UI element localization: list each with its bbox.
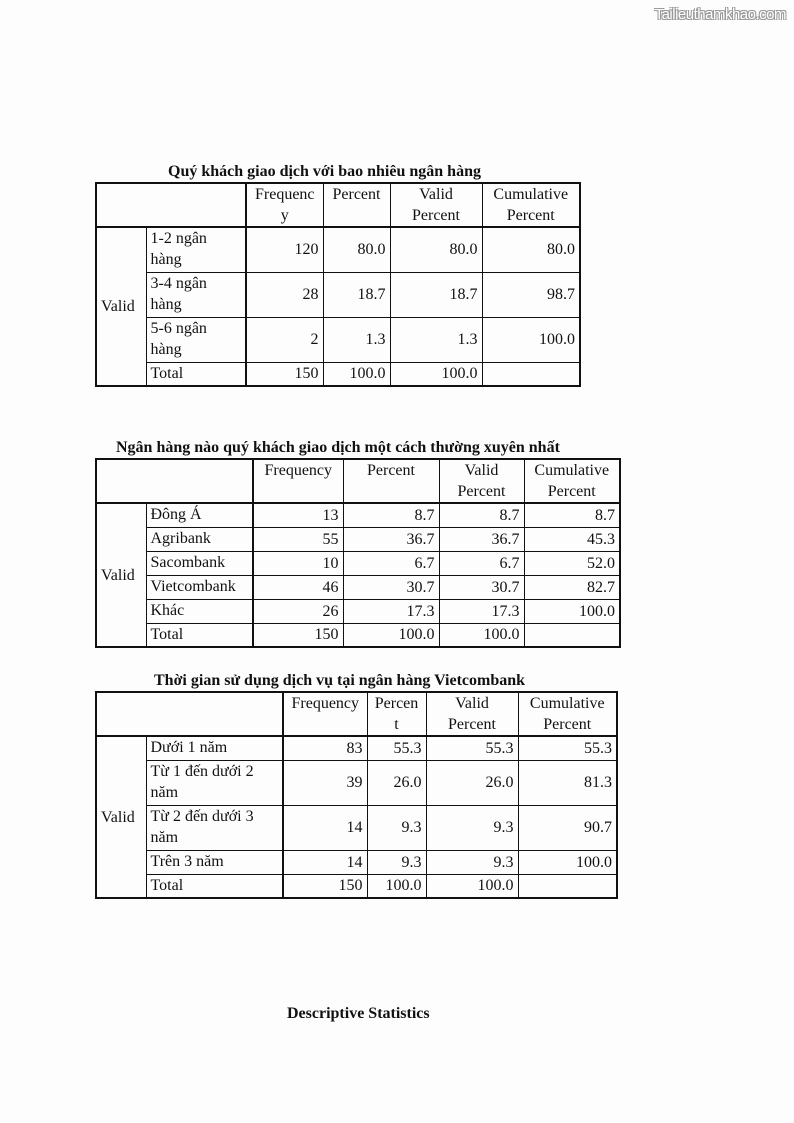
table-row bbox=[96, 805, 617, 850]
cell-valid-percent: 6.7 bbox=[439, 551, 524, 575]
cell-frequency: 150 bbox=[283, 874, 367, 898]
cell-cumulative: 55.3 bbox=[518, 736, 617, 760]
cell-percent: 1.3 bbox=[323, 317, 390, 362]
cell-percent: 9.3 bbox=[367, 805, 426, 850]
col-header-percent: Percent bbox=[323, 183, 390, 227]
cell-valid-percent: 26.0 bbox=[426, 760, 518, 805]
row-label: Từ 1 đến dưới 2 năm bbox=[146, 760, 283, 805]
frequency-table-bank-count bbox=[95, 182, 581, 387]
cell-percent: 18.7 bbox=[323, 272, 390, 317]
cell-valid-percent: 1.3 bbox=[390, 317, 482, 362]
row-label: Đông Á bbox=[146, 503, 253, 527]
cell-percent: 26.0 bbox=[367, 760, 426, 805]
col-header-percent: Percent bbox=[343, 459, 439, 503]
cell-cumulative: 90.7 bbox=[518, 805, 617, 850]
col-header-valid-percent: Valid Percent bbox=[426, 692, 518, 736]
valid-label: Valid bbox=[96, 503, 146, 647]
cell-frequency: 14 bbox=[283, 805, 367, 850]
cell-percent: 17.3 bbox=[343, 599, 439, 623]
table-row bbox=[96, 736, 617, 760]
cell-valid-percent: 55.3 bbox=[426, 736, 518, 760]
cell-frequency: 13 bbox=[253, 503, 343, 527]
cell-cumulative: 98.7 bbox=[482, 272, 580, 317]
cell-valid-percent: 36.7 bbox=[439, 527, 524, 551]
cell-cumulative: 100.0 bbox=[518, 850, 617, 874]
descriptive-statistics-title: Descriptive Statistics bbox=[287, 1005, 430, 1022]
table-row-total bbox=[96, 874, 617, 898]
cell-valid-percent: 9.3 bbox=[426, 805, 518, 850]
row-label: Agribank bbox=[146, 527, 253, 551]
cell-valid-percent: 18.7 bbox=[390, 272, 482, 317]
cell-frequency: 46 bbox=[253, 575, 343, 599]
row-label: Dưới 1 năm bbox=[146, 736, 283, 760]
cell-percent: 55.3 bbox=[367, 736, 426, 760]
cell-valid-percent: 9.3 bbox=[426, 850, 518, 874]
col-header-frequency: Frequency bbox=[283, 692, 367, 736]
table-row-total bbox=[96, 623, 620, 647]
cell-cumulative: 45.3 bbox=[524, 527, 620, 551]
cell-cumulative: 81.3 bbox=[518, 760, 617, 805]
cell-valid-percent: 30.7 bbox=[439, 575, 524, 599]
row-label: Từ 2 đến dưới 3 năm bbox=[146, 805, 283, 850]
cell-percent: 30.7 bbox=[343, 575, 439, 599]
table3-title: Thời gian sử dụng dịch vụ tại ngân hàng Vietcombank bbox=[154, 672, 526, 689]
cell-frequency: 39 bbox=[283, 760, 367, 805]
cell-cumulative: 80.0 bbox=[482, 227, 580, 272]
table-row bbox=[96, 760, 617, 805]
cell-cumulative bbox=[524, 623, 620, 647]
table-corner bbox=[96, 692, 283, 736]
row-label: 1-2 ngân hàng bbox=[146, 227, 246, 272]
table1-title: Quý khách giao dịch với bao nhiêu ngân hàng bbox=[168, 163, 481, 180]
valid-label: Valid bbox=[96, 736, 146, 898]
table-row bbox=[96, 272, 580, 317]
frequency-table-frequent-bank bbox=[95, 458, 621, 648]
col-header-cumulative-percent: Cumulative Percent bbox=[524, 459, 620, 503]
table-corner bbox=[96, 183, 246, 227]
cell-percent: 6.7 bbox=[343, 551, 439, 575]
row-label: Total bbox=[146, 362, 246, 386]
cell-cumulative bbox=[482, 362, 580, 386]
cell-cumulative: 8.7 bbox=[524, 503, 620, 527]
cell-frequency: 14 bbox=[283, 850, 367, 874]
row-label: Sacombank bbox=[146, 551, 253, 575]
row-label: Trên 3 năm bbox=[146, 850, 283, 874]
cell-percent: 9.3 bbox=[367, 850, 426, 874]
table-row bbox=[96, 575, 620, 599]
cell-cumulative bbox=[518, 874, 617, 898]
cell-percent: 100.0 bbox=[343, 623, 439, 647]
cell-frequency: 28 bbox=[246, 272, 323, 317]
cell-percent: 80.0 bbox=[323, 227, 390, 272]
cell-valid-percent: 8.7 bbox=[439, 503, 524, 527]
valid-label: Valid bbox=[96, 227, 146, 386]
cell-frequency: 120 bbox=[246, 227, 323, 272]
col-header-cumulative-percent: Cumulative Percent bbox=[482, 183, 580, 227]
watermark: Tailieuthamkhao.com bbox=[654, 6, 786, 23]
cell-percent: 100.0 bbox=[367, 874, 426, 898]
table-row bbox=[96, 503, 620, 527]
cell-cumulative: 100.0 bbox=[524, 599, 620, 623]
cell-frequency: 150 bbox=[253, 623, 343, 647]
row-label: Khác bbox=[146, 599, 253, 623]
table-row bbox=[96, 317, 580, 362]
table-row bbox=[96, 551, 620, 575]
table2-title: Ngân hàng nào quý khách giao dịch một cách thường xuyên nhất bbox=[116, 439, 560, 456]
cell-cumulative: 82.7 bbox=[524, 575, 620, 599]
cell-frequency: 83 bbox=[283, 736, 367, 760]
cell-frequency: 10 bbox=[253, 551, 343, 575]
table-row-total bbox=[96, 362, 580, 386]
col-header-percent: Percen t bbox=[367, 692, 426, 736]
frequency-table-vietcombank-duration bbox=[95, 691, 618, 899]
col-header-frequency: Frequenc y bbox=[246, 183, 323, 227]
cell-cumulative: 100.0 bbox=[482, 317, 580, 362]
col-header-valid-percent: Valid Percent bbox=[390, 183, 482, 227]
cell-valid-percent: 100.0 bbox=[439, 623, 524, 647]
row-label: Vietcombank bbox=[146, 575, 253, 599]
cell-frequency: 2 bbox=[246, 317, 323, 362]
table-corner bbox=[96, 459, 253, 503]
row-label: 3-4 ngân hàng bbox=[146, 272, 246, 317]
row-label: Total bbox=[146, 623, 253, 647]
row-label: Total bbox=[146, 874, 283, 898]
cell-valid-percent: 100.0 bbox=[390, 362, 482, 386]
cell-valid-percent: 17.3 bbox=[439, 599, 524, 623]
cell-frequency: 26 bbox=[253, 599, 343, 623]
table-row bbox=[96, 227, 580, 272]
col-header-frequency: Frequency bbox=[253, 459, 343, 503]
col-header-valid-percent: Valid Percent bbox=[439, 459, 524, 503]
cell-percent: 8.7 bbox=[343, 503, 439, 527]
table-row bbox=[96, 850, 617, 874]
cell-percent: 36.7 bbox=[343, 527, 439, 551]
row-label: 5-6 ngân hàng bbox=[146, 317, 246, 362]
col-header-cumulative-percent: Cumulative Percent bbox=[518, 692, 617, 736]
cell-valid-percent: 100.0 bbox=[426, 874, 518, 898]
cell-cumulative: 52.0 bbox=[524, 551, 620, 575]
cell-valid-percent: 80.0 bbox=[390, 227, 482, 272]
table-row bbox=[96, 599, 620, 623]
cell-percent: 100.0 bbox=[323, 362, 390, 386]
cell-frequency: 55 bbox=[253, 527, 343, 551]
table-row bbox=[96, 527, 620, 551]
cell-frequency: 150 bbox=[246, 362, 323, 386]
